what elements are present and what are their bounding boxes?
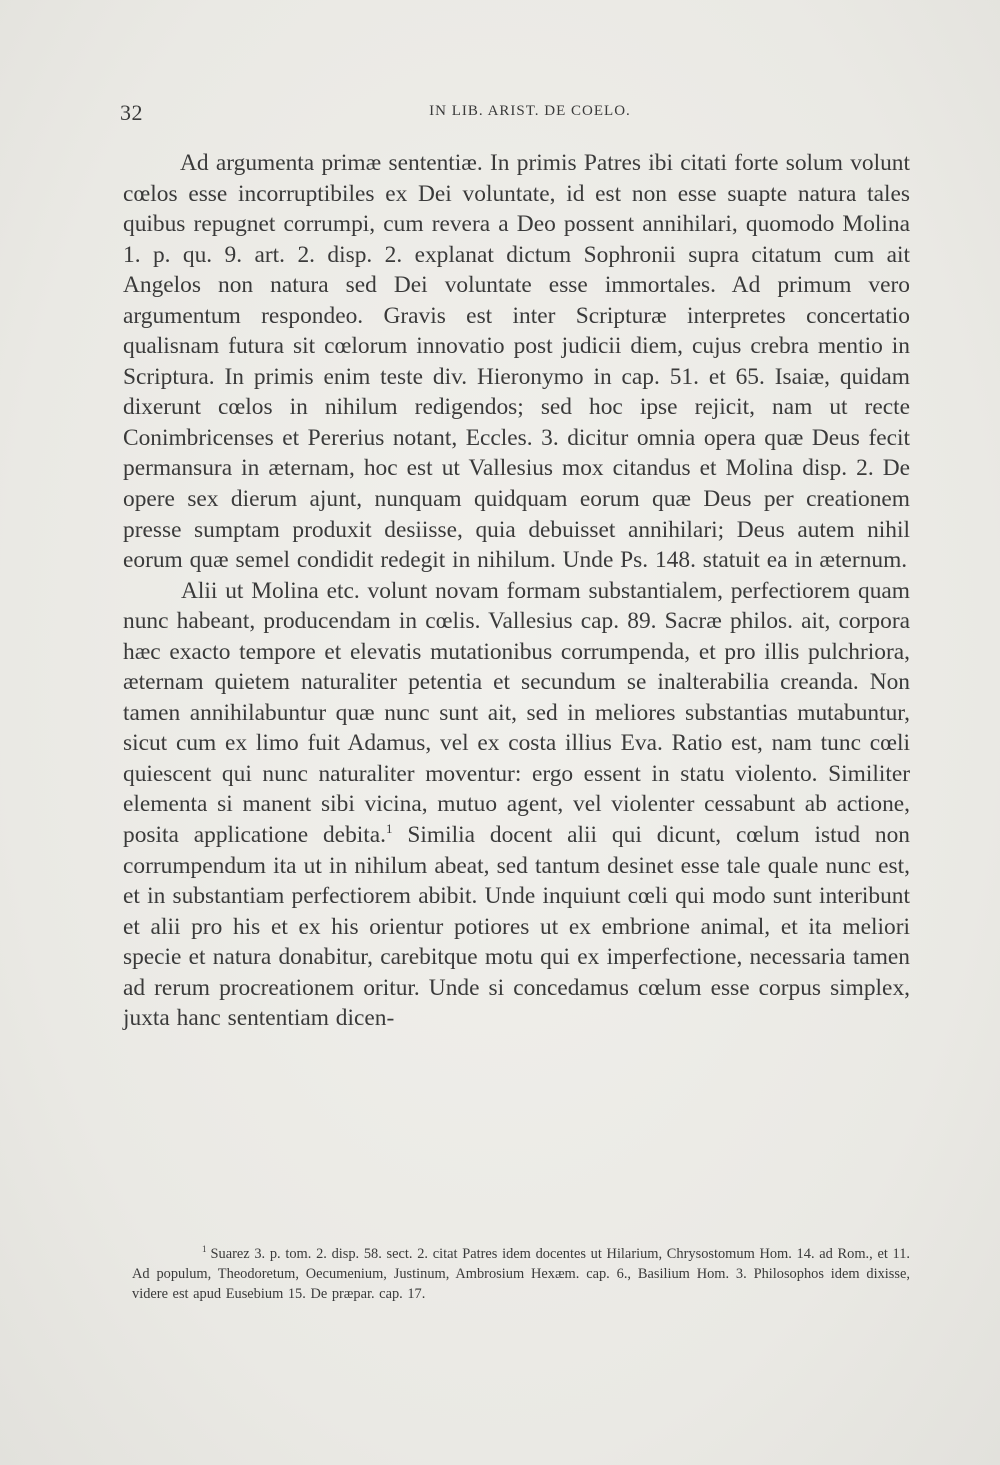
- paragraph-2-text-a: Alii ut Molina etc. volunt novam formam substantialem, perfectiorem quam nunc habeant, producendam in cœlis. Vallesius cap. 89. Sacræ philos. ait, corpora hæc exacto tempore et elevatis mutationibus corrumpenda, et pro illis pulchriora, æternam quietem naturaliter petentia et secundum se inalterabilia creanda. Non tamen annihilabuntur quæ nunc sunt ait, sed in meliores substantias mutabuntur, sicut cum ex limo fuit Adamus, vel ex costa illius Eva. Ratio est, nam tunc cœli quiescent qui nunc naturaliter moventur: ergo essent in statu violento. Similiter elementa si manent sibi vicina, mutuo agent, vel violenter cessabunt ab actione, posita applicatione debita.: [123, 577, 910, 849]
- main-text: [123, 148, 910, 1034]
- footnote: [132, 1244, 910, 1304]
- paragraph-1: Ad argumenta primæ sententiæ. In primis Patres ibi citati forte solum volunt cœlos esse incorruptibiles ex Dei voluntate, id est non esse suapte natura tales quibus repugnet corrumpi, cum revera a Deo possent annihilari, quomodo Molina 1. p. qu. 9. art. 2. disp. 2. explanat dictum Sophronii supra citatum cum ait Angelos non natura sed Dei voluntate esse immortales. Ad primum vero argumentum respondeo. Gravis est inter Scripturæ interpretes concertatio qualisnam futura sit cœlorum innovatio post judicii diem, cujus crebra mentio in Scriptura. In primis enim teste div. Hieronymo in cap. 51. et 65. Isaiæ, quidam dixerunt cœlos in nihilum redigendos; sed hoc ipse rejicit, nam ut recte Conimbricenses et Pererius notant, Eccles. 3. dicitur omnia opera quæ Deus fecit permansura in æternam, hoc est ut Vallesius mox citandus et Molina disp. 2. De opere sex dierum ajunt, nunquam quidquam eorum quæ Deus per creationem presse sumptam produxit desiisse, quia debuisset annihilari; Deus autem nihil eorum quæ semel condidit redegit in nihilum. Unde Ps. 148. statuit ea in æternum.: [123, 150, 910, 574]
- footnote-mark: 1: [202, 1244, 207, 1255]
- paragraph-2-text-b: Similia docent alii qui dicunt, cœlum istud non corrumpendum ita ut in nihilum abeat, sed tantum desinet esse tale quale nunc est, et in substantiam perfectiorem abibit. Unde inquiunt cœli qui modo sunt interibunt et alii pro his et ex his orientur potiores ut ex embrione animal, et ita meliori specie et natura donabitur, carebitque motu qui ex imperfectione, necessaria tamen ad rerum procreationem oritur. Unde si concedamus cœlum esse corpus simplex, juxta hanc sententiam dicen-: [123, 822, 911, 1032]
- page-number: 32: [120, 100, 143, 125]
- paragraph-2: [123, 576, 910, 1034]
- footnote-reference: 1: [386, 821, 393, 837]
- footnote-text: Suarez 3. p. tom. 2. disp. 58. sect. 2. citat Patres idem docentes ut Hilarium, Chrysostomum Hom. 14. ad Rom., et 11. Ad populum, Theodoretum, Oecumenium, Justinum, Ambrosium Hexæm. cap. 6., Basilium Hom. 3. Philosophos idem dixisse, videre est apud Eusebium 15. De præpar. cap. 17.: [132, 1246, 910, 1302]
- running-head: IN LIB. ARIST. DE COELO.: [429, 103, 631, 119]
- page-header: [120, 100, 910, 130]
